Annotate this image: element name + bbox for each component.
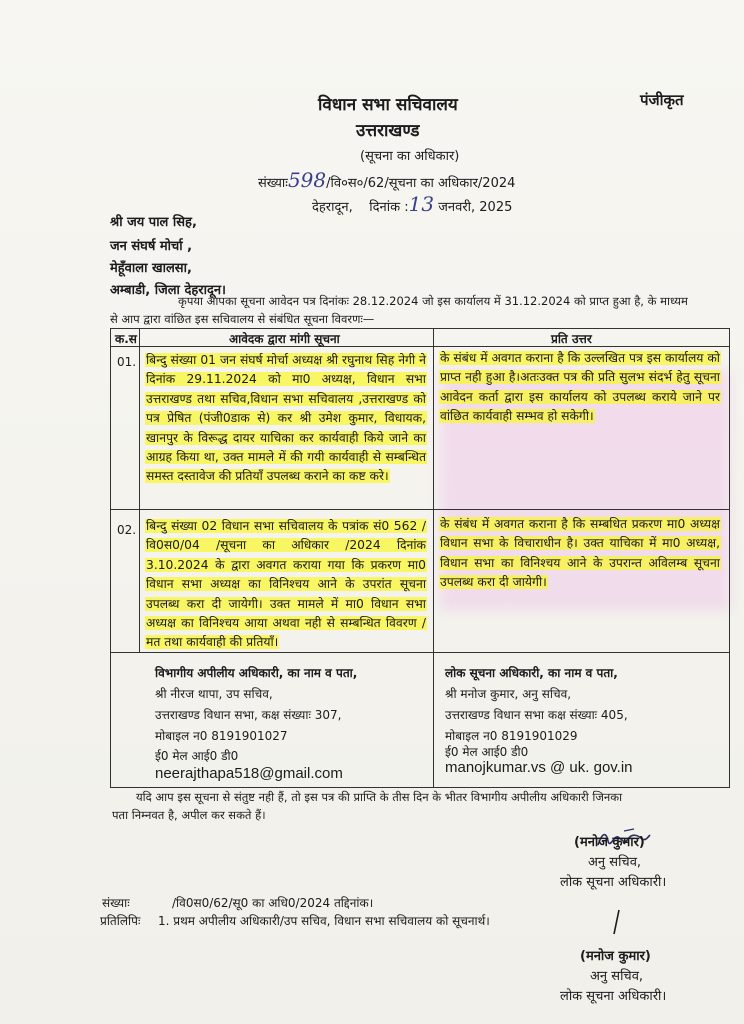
pio-title: लोक सूचना अधिकारी, का नाम व पता,	[445, 666, 618, 680]
pio-name: श्री मनोज कुमार, अनु सचिव,	[445, 687, 572, 701]
appellate-title: विभागीय अपीलीय अधिकारी, का नाम व पता,	[155, 666, 358, 680]
header-reply: प्रति उत्तर	[551, 332, 592, 346]
signature-stroke-2	[610, 908, 624, 936]
appellate-email: neerajthapa518@gmail.com	[155, 765, 343, 782]
intro-line-1: कृपया आपका सूचना आवेदन पत्र दिनांकः 28.12.2024 जो इस कार्यालय में 31.12.2024 को प्राप्त हुआ है, के माध्यम	[178, 294, 688, 308]
reference-number-handwritten: 598	[287, 168, 327, 192]
state-title: उत्तराखण्ड	[356, 121, 420, 141]
column-divider-reply	[433, 329, 434, 787]
pio-email: manojkumar.vs @ uk. gov.in	[445, 759, 633, 776]
footer-copy-label: प्रतिलिपिः	[100, 914, 141, 928]
row-1-request-text: बिन्दु संख्या 01 जन संघर्ष मोर्चा अध्यक्ष श्री रघुनाथ सिह नेगी ने दिनांक 29.11.2024 को मा0 अध्यक्ष, विधान सभा उत्तराखण्ड तथा सचिव,विधान सभा सचिवालय ,उत्तराखण्ड को पत्र प्रेषित (पंजी0डाक से) कर श्री उमेश कुमार, विधायक, खानपुर के विरूद्ध दायर याचिका कर कार्यवाही किये जाने का आग्रह किया था, उक्त मामले में की गयी कार्यवाही से सम्बन्धित समस्त दस्तावेज की प्रतियॉं उपलब्ध कराने का कष्ट करे।	[146, 353, 426, 484]
pio-address: उत्तराखण्ड विधान सभा कक्ष संख्याः 405,	[445, 708, 628, 722]
header-request: आवेदक द्वारा मांगी सूचना	[229, 332, 340, 346]
addressee-line-4: अम्बाडी, जिला देहरादून।	[110, 283, 226, 298]
reference-line	[258, 168, 515, 192]
signature-2-name: (मनोज कुमार)	[580, 949, 651, 964]
act-title: (सूचना का अधिकार)	[360, 149, 460, 164]
signature-1-designation: अनु सचिव,	[588, 855, 642, 870]
row-2-reply	[439, 515, 721, 593]
appellate-address: उत्तराखण्ड विधान सभा, कक्ष संख्याः 307,	[155, 708, 342, 722]
signature-2-role: लोक सूचना अधिकारी।	[560, 989, 667, 1004]
row-1-request	[145, 351, 427, 487]
row-2-sno: 02.	[117, 523, 137, 537]
registered-label: पंजीकृत	[640, 91, 684, 109]
footer-ref-label: संख्याः	[102, 896, 130, 910]
appellate-email-label: ई0 मेल आई0 डी0	[155, 749, 239, 763]
pio-mobile: मोबाइल न0 8191901029	[445, 729, 578, 743]
signature-1-role: लोक सूचना अधिकारी।	[560, 875, 667, 890]
row-2-request	[145, 517, 427, 653]
row-2-request-text: बिन्दु संख्या 02 विधान सभा सचिवालय के पत्रांक सं0 562 /वि0स0/04 /सूचना का अधिकार /2024 दिनांक 3.10.2024 के द्वारा अवगत कराया गया कि प्रकरण मा0 विधान सभा अध्यक्ष का विनिश्चय आने के उपरांत सूचना उपलब्ध करा दी जायेगी। उक्त मामले में मा0 विधान सभा अध्यक्ष का विनिश्चय आया अथवा नही से सम्बन्धित विवरण /मत तथा कार्यवाही की प्रतियॉं।	[146, 519, 426, 650]
column-divider-sno	[139, 329, 140, 653]
signature-2-designation: अनु सचिव,	[590, 969, 644, 984]
information-table	[110, 328, 730, 788]
footer-ref-value: /वि0स0/62/सू0 का अधि0/2024 तद्दिनांक।	[172, 896, 374, 910]
signature-1-name: (मनोज कुमार)	[574, 835, 645, 850]
date-label: दिनांक :	[369, 200, 409, 215]
date-day-handwritten: 13	[408, 192, 435, 216]
reference-prefix: संख्याः	[258, 176, 288, 191]
addressee-line-3: मेहूँवाला खालसा,	[110, 261, 192, 276]
footer-copy-text: 1. प्रथम अपीलीय अधिकारी/उप सचिव, विधान सभा सचिवालय को सूचनार्थ।	[158, 914, 490, 928]
place: देहरादून,	[312, 200, 353, 215]
appellate-mobile: मोबाइल न0 8191901027	[155, 729, 288, 743]
appeal-note-line-2: पता निम्नवत है, अपील कर सकते हैं।	[112, 808, 266, 822]
intro-line-2: से आप द्वारा वांछित इस सचिवालय से संबंधित सूचना विवरणः—	[110, 312, 375, 326]
row-1-sno: 01.	[117, 355, 137, 369]
appellate-name: श्री नीरज थापा, उप सचिव,	[155, 687, 273, 701]
header-sno: क.स	[115, 332, 137, 346]
appeal-note-line-1: यदि आप इस सूचना से संतुष्ट नही हैं, तो इस पत्र की प्राप्ति के तीस दिन के भीतर विभागीय अपीलीय अधिकारी जिनका	[136, 790, 623, 804]
header-divider	[111, 346, 729, 347]
reference-suffix: /वि०स०/62/सूचना का अधिकार/2024	[326, 176, 516, 191]
addressee-line-2: जन संघर्ष मोर्चा ,	[110, 239, 193, 254]
pio-email-label: ई0 मेल आई0 डी0	[445, 745, 529, 759]
row-2-reply-text: के संबंध में अवगत कराना है कि सम्बधित प्रकरण मा0 अध्यक्ष विधान सभा के विचाराधीन है। उक्त याचिका में मा0 अध्यक्ष, विधान सभा का विनिश्चय आने के उपरान्त अविलम्ब सूचना उपलब्ध करा दी जायेगी।	[440, 517, 720, 590]
office-title: विधान सभा सचिवालय	[318, 95, 458, 115]
row-1-reply	[439, 349, 721, 427]
date-rest: जनवरी, 2025	[438, 200, 513, 215]
row-divider-1	[111, 509, 729, 510]
row-1-reply-text: के संबंध में अवगत कराना है कि उल्लखित पत्र इस कार्यालय को प्राप्त नही हुआ है।अतःउक्त पत्र की प्रति सुलभ संदर्भ हेतु सूचना आवेदन कर्ता द्वारा इस कार्यालय को उपलब्ध कराये जाने पर वांछित कार्यवाही सम्भव हो सकेगी।	[440, 351, 720, 424]
addressee-line-1: श्री जय पाल सिह,	[110, 215, 197, 230]
date-line	[312, 192, 512, 216]
